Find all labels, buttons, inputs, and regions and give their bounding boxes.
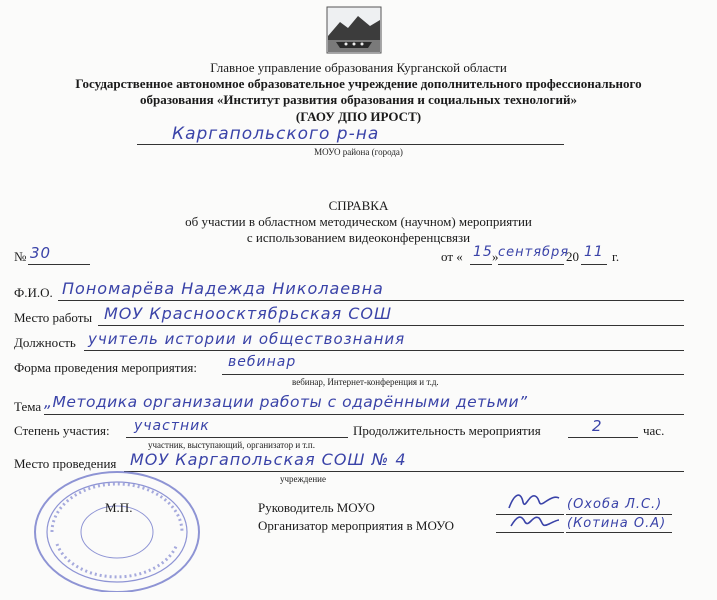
number-label: №: [14, 249, 27, 264]
mouo-caption: МОУО района (города): [314, 147, 403, 157]
topic-underline: [44, 414, 684, 415]
duration-label: Продолжительность мероприятия: [353, 423, 541, 438]
topic-label: Тема: [14, 399, 42, 414]
organizer-name-line: [566, 532, 672, 533]
degree-caption: участник, выступающий, организатор и т.п.: [148, 440, 315, 450]
fio-underline: [58, 300, 684, 301]
number-value: 30: [30, 244, 52, 262]
organizer-signature-icon: [505, 508, 561, 534]
document-title: СПРАВКА: [328, 198, 389, 213]
mouo-value: Каргапольского р-на: [172, 124, 380, 144]
duration-unit: час.: [643, 423, 665, 438]
organizer-label: Организатор мероприятия в МОУО: [258, 518, 455, 533]
header-line-3: образования «Институт развития образования и социальных технологий»: [140, 92, 577, 107]
date-close: »: [492, 249, 499, 264]
degree-underline: [126, 437, 348, 438]
head-name: (Охоба Л.С.): [567, 497, 663, 512]
number-underline: [28, 264, 90, 265]
date-day-underline: [470, 264, 492, 265]
workplace-underline: [98, 325, 684, 326]
duration-value: 2: [592, 417, 603, 435]
header-line-2: Государственное автономное образовательное учреждение дополнительного профессионального: [75, 76, 642, 91]
fio-label: Ф.И.О.: [14, 285, 53, 300]
duration-underline: [568, 437, 638, 438]
degree-label: Степень участия:: [14, 423, 110, 438]
venue-underline: [124, 471, 684, 472]
workplace-label: Место работы: [14, 310, 93, 325]
fio-value: Пономарёва Надежда Николаевна: [62, 279, 384, 298]
date-suffix: г.: [612, 249, 620, 264]
organizer-name: (Котина О.А): [567, 516, 667, 531]
head-label: Руководитель МОУО: [258, 500, 375, 515]
document-subtitle-1: об участии в областном методическом (научном) мероприятии: [185, 214, 532, 229]
date-month: сентября: [498, 245, 570, 260]
date-day: 15: [473, 244, 493, 260]
date-year-underline: [581, 264, 607, 265]
date-year: 11: [584, 244, 604, 260]
venue-value: МОУ Каргапольская СОШ № 4: [130, 450, 407, 469]
topic-value: „Методика организации работы с одарёнными детьми”: [44, 393, 528, 411]
workplace-value: МОУ Красноосктябрьская СОШ: [104, 304, 393, 323]
form-label: Форма проведения мероприятия:: [14, 360, 197, 375]
header-line-1: Главное управление образования Курганской области: [210, 60, 507, 75]
position-value: учитель истории и обществознания: [88, 330, 406, 348]
document-subtitle-2: с использованием видеоконференцсвязи: [246, 230, 471, 245]
date-month-underline: [498, 264, 564, 265]
form-value: вебинар: [228, 354, 297, 370]
mouo-underline: [137, 144, 564, 145]
date-from: от «: [441, 249, 463, 264]
round-stamp-icon: [22, 452, 202, 592]
organizer-signature-line: [496, 532, 564, 533]
position-underline: [84, 350, 684, 351]
date-year-prefix: 20: [566, 249, 579, 264]
head-name-line: [566, 514, 672, 515]
form-underline: [222, 374, 684, 375]
mp-label: М.П.: [105, 500, 133, 515]
coat-of-arms-icon: [326, 6, 382, 54]
header-line-4: (ГАОУ ДПО ИРОСТ): [295, 109, 422, 124]
venue-label: Место проведения: [14, 456, 117, 471]
degree-value: участник: [134, 418, 210, 434]
form-caption: вебинар, Интернет-конференция и т.д.: [292, 377, 439, 387]
venue-caption: учреждение: [280, 474, 326, 484]
position-label: Должность: [14, 335, 76, 350]
